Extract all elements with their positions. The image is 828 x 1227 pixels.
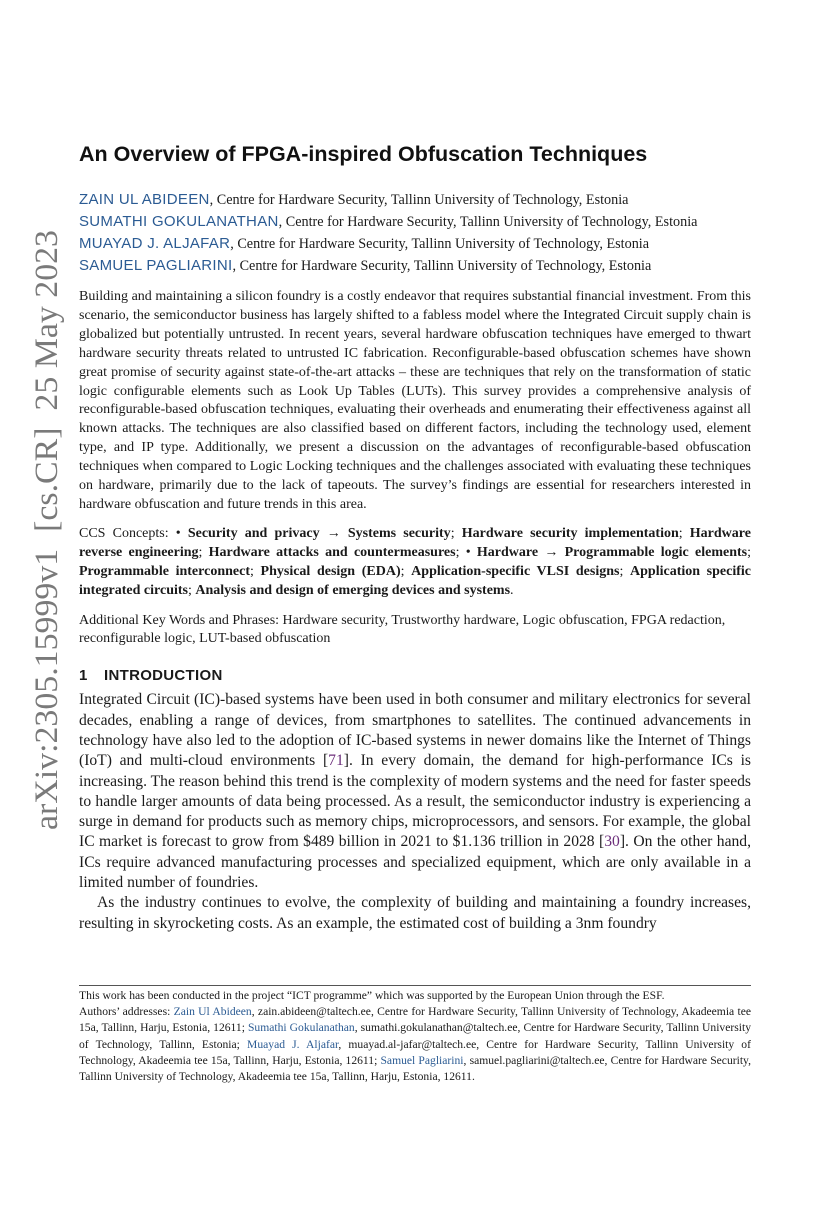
author-name: MUAYAD J. ALJAFAR xyxy=(79,235,231,252)
ccs-term: Programmable interconnect xyxy=(79,563,250,579)
ccs-sep: • xyxy=(175,525,188,541)
ccs-concepts xyxy=(79,525,751,601)
arxiv-id-text: arXiv:2305.15999v1 [cs.CR] 25 May 2023 xyxy=(29,245,65,830)
ccs-term: Hardware reverse engineering xyxy=(79,525,751,560)
footnote-rule xyxy=(79,985,751,986)
ccs-sep: ; xyxy=(747,544,752,560)
intro-text: Integrated Circuit (IC)-based systems have been used in both consumer and military electronics for several decades, enabling a range of devices, from smartphones to satellites. The continued advancements in technology have also led to the adoption of IC-based systems in newer domains like the Internet of Things (IoT) and multi-cloud environments [ xyxy=(79,691,751,770)
addr-text: , samuel.pagliarini@taltech.ee, Centre for Hardware Security, Tallinn University of Technology, Akadeemia tee 15a, Tallinn, Harju, Estonia, 12611. xyxy=(79,1053,751,1084)
ccs-term: Application specific integrated circuits xyxy=(79,563,751,598)
intro-text: ]. In every domain, the demand for high-performance ICs is increasing. The reason behind this trend is the complexity of modern systems and the need for faster speeds to handle larger amounts of data being processed. As a result, the semiconductor industry is experiencing a surge in demand for products such as memory chips, microprocessors, and sensors. For example, the global IC market is forecast to grow from $489 billion in 2021 to $1.136 trillion in 2028 [ xyxy=(79,752,751,851)
addr-label: Authors’ addresses: xyxy=(79,1005,174,1019)
author-affiliation: , Centre for Hardware Security, Tallinn University of Technology, Estonia xyxy=(232,258,652,274)
ccs-sep: ; xyxy=(188,582,196,598)
addr-text: , sumathi.gokulanathan@taltech.ee, Centre for Hardware Security, Tallinn University of Technology, Tallinn, Estonia; xyxy=(79,1021,751,1051)
ccs-term: Hardware attacks and countermeasures xyxy=(208,544,456,560)
ccs-label: CCS Concepts: xyxy=(79,525,176,541)
paper-page xyxy=(79,138,751,934)
arxiv-side-identifier xyxy=(10,230,70,830)
author-name: SUMATHI GOKULANATHAN xyxy=(79,213,279,230)
ccs-term: Security and privacy → Systems security xyxy=(187,525,451,541)
author-link[interactable]: Samuel Pagliarini xyxy=(380,1053,464,1067)
ccs-term: Hardware → Programmable logic elements xyxy=(476,544,748,560)
ccs-sep: ; xyxy=(198,544,209,560)
author-list xyxy=(79,189,751,277)
arxiv-side-identifier-svg xyxy=(10,230,70,830)
ccs-sep: ; • xyxy=(455,544,477,560)
footnote xyxy=(79,988,751,1085)
intro-body xyxy=(79,690,751,934)
intro-paragraph xyxy=(79,690,751,893)
ccs-sep: ; xyxy=(450,525,462,541)
paper-title: An Overview of FPGA-inspired Obfuscation Techniques xyxy=(79,142,648,166)
author-line xyxy=(79,255,751,277)
ccs-term: Analysis and design of emerging devices and systems xyxy=(195,582,511,598)
author-name: SAMUEL PAGLIARINI xyxy=(79,257,233,274)
section-title: INTRODUCTION xyxy=(104,667,223,685)
author-line xyxy=(79,233,751,255)
citation-link[interactable]: 30 xyxy=(604,833,620,851)
ccs-sep: . xyxy=(510,582,514,598)
author-link[interactable]: Sumathi Gokulanathan xyxy=(247,1021,355,1035)
ccs-term: Application-specific VLSI designs xyxy=(411,563,620,579)
author-name: ZAIN UL ABIDEEN xyxy=(79,191,210,208)
abstract: Building and maintaining a silicon foundry is a costly endeavor that requires substantial financial investment. From this scenario, the semiconductor business has largely shifted to a fabless model where the Integrated Circuit supply chain is globalized but potentially untrusted. In recent years, several hardware obfuscation techniques have emerged to thwart hardware security threats related to untrusted IC fabrication. Reconfigurable-based obfuscation schemes have shown great promise of security against state-of-the-art attacks – these are techniques that rely on the transformation of static logic configurable elements such as Look Up Tables (LUTs). This survey provides a comprehensive analysis of reconfigurable-based obfuscation techniques, evaluating their overheads and enumerating their effectiveness against all known attacks. The techniques are also classified based on different factors, including the technology used, element type, and IP type. Additionally, we present a discussion on the advantages of reconfigurable-based obfuscation techniques when compared to Logic Locking techniques and the challenges associated with evaluating these techniques on hardware, primarily due to the lack of tapeouts. The survey’s findings are essential for researchers interested in hardware obfuscation and future trends in this area. xyxy=(79,289,751,512)
funding-note: This work has been conducted in the project “ICT programme” which was supported by the European Union through the ESF. xyxy=(79,989,665,1002)
author-line xyxy=(79,211,751,233)
ccs-sep: ; xyxy=(619,563,631,579)
citation-link[interactable]: 71 xyxy=(328,752,344,770)
addr-text: , muayad.al-jafar@taltech.ee, Centre for Hardware Security, Tallinn University of Technology, Akadeemia tee 15a, Tallinn, Harju, Estonia, 12611; xyxy=(79,1037,751,1067)
author-affiliation: , Centre for Hardware Security, Tallinn University of Technology, Estonia xyxy=(278,214,698,230)
author-line xyxy=(79,189,751,211)
ccs-sep: ; xyxy=(400,563,412,579)
ccs-sep: ; xyxy=(678,525,690,541)
intro-text: ]. On the other hand, ICs require advanced manufacturing processes and specialized equipment, which are only available in a limited number of foundries. xyxy=(79,833,752,891)
section-heading xyxy=(79,667,751,684)
author-link[interactable]: Muayad J. Aljafar xyxy=(247,1037,339,1051)
addr-text: , zain.abideen@taltech.ee, Centre for Hardware Security, Tallinn University of Technology, Akadeemia tee 15a, Tallinn, Harju, Estonia, 12611; xyxy=(79,1005,752,1035)
author-affiliation: , Centre for Hardware Security, Tallinn University of Technology, Estonia xyxy=(209,192,629,208)
author-affiliation: , Centre for Hardware Security, Tallinn University of Technology, Estonia xyxy=(230,236,650,252)
author-addresses xyxy=(79,1004,751,1085)
section-number: 1 xyxy=(79,667,88,685)
keywords: Additional Key Words and Phrases: Hardware security, Trustworthy hardware, Logic obfuscation, FPGA redaction, reconfigurable logic, LUT-based obfuscation xyxy=(79,612,726,647)
ccs-term: Hardware security implementation xyxy=(461,525,679,541)
author-link[interactable]: Zain Ul Abideen xyxy=(173,1005,252,1019)
intro-paragraph: As the industry continues to evolve, the complexity of building and maintaining a foundry increases, resulting in skyrocketing costs. As an example, the estimated cost of building a 3nm foundry xyxy=(79,894,751,932)
ccs-term: Physical design (EDA) xyxy=(260,563,401,579)
ccs-sep: ; xyxy=(249,563,261,579)
